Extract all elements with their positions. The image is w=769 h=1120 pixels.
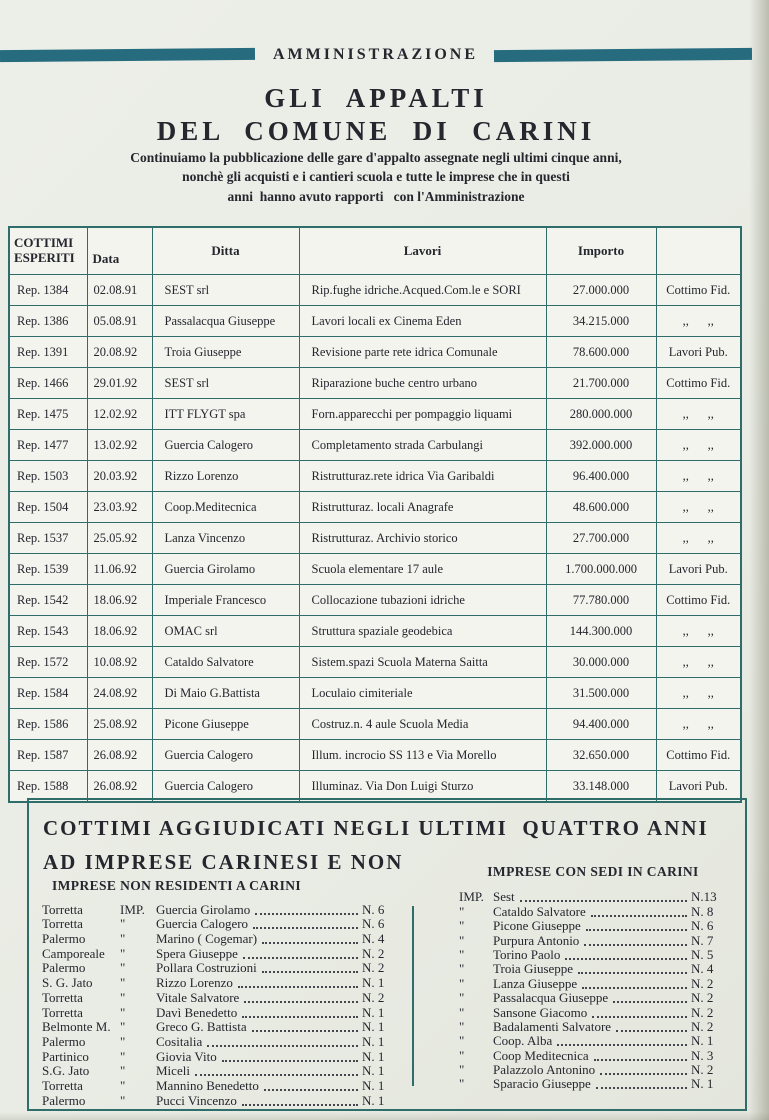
company-town: Torretta [42,1004,83,1020]
company-name: Mannino Benedetto [156,1077,259,1093]
company-town: Torretta [42,916,83,932]
company-town: Palermo [42,960,86,976]
company-name: Rizzo Lorenzo [156,975,233,991]
cell-company: Troia Giuseppe [152,337,299,368]
cell-amount: 96.400.000 [546,461,656,492]
cell-amount: 34.215.000 [546,306,656,337]
company-town: Torretta [42,901,83,917]
cell-amount: 32.650.000 [546,740,656,771]
company-name: Coop. Alba [493,1033,553,1049]
cell-rep-number: Rep. 1384 [9,275,87,306]
imp-ditto-mark: " [459,1004,465,1020]
cell-company: Rizzo Lorenzo [152,461,299,492]
scan-bottom-shadow [0,1112,769,1120]
leader-dots [565,958,687,960]
table-row [9,647,741,678]
leader-dots [244,1001,358,1003]
company-name: Miceli [156,1063,190,1079]
company-name: Giovia Vito [156,1048,217,1064]
leader-dots [207,1045,358,1047]
teal-rule-left [0,48,255,62]
cell-rep-number: Rep. 1466 [9,368,87,399]
leader-dots [262,971,358,973]
cell-company: Cataldo Salvatore [152,647,299,678]
imp-ditto-mark: " [459,1062,465,1078]
imp-ditto-mark: " [459,903,465,919]
cell-contract-type: Lavori Pub. [656,554,741,585]
cell-company: Picone Giuseppe [152,709,299,740]
cell-works: Illum. incrocio SS 113 e Via Morello [299,740,546,771]
leader-dots [600,1073,687,1075]
leader-dots [591,915,687,917]
carini-items [457,891,729,1092]
cell-rep-number: Rep. 1588 [9,771,87,803]
company-name: Guercia Calogero [156,916,249,932]
company-name: Davì Benedetto [156,1004,238,1020]
cell-amount: 30.000.000 [546,647,656,678]
cell-company: Guercia Calogero [152,740,299,771]
cell-date: 26.08.92 [87,740,152,771]
company-town: S. G. Jato [42,975,93,991]
contract-count: N. 1 [362,1048,385,1064]
intro-line3: anni hanno avuto rapporti con l'Amministrazione [227,188,525,204]
carini-companies-list [457,864,729,1092]
cell-company: OMAC srl [152,616,299,647]
contract-count: N. 1 [362,1033,385,1049]
company-town: Palermo [42,931,86,947]
cell-amount: 78.600.000 [546,337,656,368]
contract-count: N. 6 [362,901,385,917]
cell-works: Completamento strada Carbulangi [299,430,546,461]
cell-contract-type: ,, ,, [656,306,741,337]
table-row [9,461,741,492]
cell-amount: 33.148.000 [546,771,656,803]
cell-contract-type: ,, ,, [656,616,741,647]
imp-ditto-mark: " [459,932,465,948]
company-name: Sest [493,889,515,905]
contract-count: N. 6 [691,918,714,934]
table-row [9,368,741,399]
cell-amount: 392.000.000 [546,430,656,461]
cell-company: Coop.Meditecnica [152,492,299,523]
awards-title-line1: COTTIMI AGGIUDICATI NEGLI ULTIMI QUATTRO ANNI [43,816,709,840]
table-row [9,275,741,306]
intro-paragraph [0,150,752,208]
cell-amount: 27.700.000 [546,523,656,554]
imp-ditto-mark: " [120,1004,126,1020]
imp-ditto-mark: " [120,1092,126,1108]
imp-ditto-mark: " [120,1048,126,1064]
cell-rep-number: Rep. 1386 [9,306,87,337]
company-name: Torino Paolo [493,946,561,962]
company-name: Troia Giuseppe [493,961,574,977]
leader-dots [252,1030,358,1032]
awards-box [27,798,747,1111]
cell-company: SEST srl [152,275,299,306]
table-row [9,740,741,771]
cell-rep-number: Rep. 1391 [9,337,87,368]
cell-contract-type: ,, ,, [656,678,741,709]
cell-contract-type: ,, ,, [656,523,741,554]
company-name: Cositalia [156,1033,203,1049]
cell-rep-number: Rep. 1587 [9,740,87,771]
cell-rep-number: Rep. 1543 [9,616,87,647]
contract-count: N. 8 [691,903,714,919]
cell-rep-number: Rep. 1572 [9,647,87,678]
table-row [9,399,741,430]
company-town: Partinico [42,1048,89,1064]
col-header-cottimi-esperiti [9,227,87,275]
contract-count: N. 5 [691,946,714,962]
cell-company: Guercia Calogero [152,430,299,461]
company-town: Torretta [42,989,83,1005]
imp-ditto-mark: " [120,1019,126,1035]
cell-date: 20.03.92 [87,461,152,492]
contracts-table-body [9,275,741,803]
carini-heading: IMPRESE CON SEDI IN CARINI [487,864,699,879]
imp-ditto-mark: " [120,1033,126,1049]
company-name: Pollara Costruzioni [156,960,257,976]
cell-rep-number: Rep. 1475 [9,399,87,430]
leader-dots [242,1104,358,1106]
list-item [42,1094,400,1109]
company-town: Belmonte M. [42,1019,111,1035]
leader-dots [586,929,687,931]
contract-count: N. 6 [362,916,385,932]
contract-count: N. 2 [691,1018,714,1034]
contract-count: N. 1 [362,1019,385,1035]
cell-works: Revisione parte rete idrica Comunale [299,337,546,368]
leader-dots [253,927,358,929]
company-name: Passalacqua Giuseppe [493,990,609,1006]
leader-dots [195,1074,358,1076]
cell-amount: 280.000.000 [546,399,656,430]
leader-dots [222,1060,358,1062]
imp-ditto-mark: " [120,931,126,947]
non-resident-heading: IMPRESE NON RESIDENTI A CARINI [52,878,302,893]
cell-rep-number: Rep. 1586 [9,709,87,740]
company-name: Coop Meditecnica [493,1047,589,1063]
contract-count: N. 2 [362,945,385,961]
section-label: AMMINISTRAZIONE [273,46,479,63]
imp-ditto-mark: " [459,1047,465,1063]
company-town: Camporeale [42,945,105,961]
col-header-cottimi: COTTIMI [14,235,74,251]
cell-works: Costruz.n. 4 aule Scuola Media [299,709,546,740]
company-name: Pucci Vincenzo [156,1092,237,1108]
cell-contract-type: ,, ,, [656,647,741,678]
contract-count: N. 2 [362,989,385,1005]
cell-works: Ristrutturaz. locali Anagrafe [299,492,546,523]
cell-company: Imperiale Francesco [152,585,299,616]
leader-dots [616,1030,687,1032]
contract-count: N. 1 [362,975,385,991]
cell-amount: 21.700.000 [546,368,656,399]
company-name: Greco G. Battista [156,1019,247,1035]
cell-date: 20.08.92 [87,337,152,368]
leader-dots [578,972,687,974]
contract-count: N. 1 [362,1077,385,1093]
table-row [9,492,741,523]
cell-date: 18.06.92 [87,585,152,616]
company-name: Picone Giuseppe [493,918,581,934]
col-header-data: Data [87,227,152,275]
cell-rep-number: Rep. 1584 [9,678,87,709]
imp-ditto-mark: " [120,945,126,961]
company-name: Cataldo Salvatore [493,903,586,919]
cell-rep-number: Rep. 1477 [9,430,87,461]
contract-count: N. 4 [691,961,714,977]
contract-count: N. 2 [362,960,385,976]
cell-works: Loculaio cimiteriale [299,678,546,709]
company-name: Marino ( Cogemar) [156,931,258,947]
teal-rule-right [494,48,752,62]
cell-company: Guercia Calogero [152,771,299,803]
contract-count: N. 2 [691,1004,714,1020]
cell-contract-type: Lavori Pub. [656,771,741,803]
contract-count: N. 1 [362,1063,385,1079]
cell-rep-number: Rep. 1539 [9,554,87,585]
cell-date: 05.08.91 [87,306,152,337]
company-name: Lanza Giuseppe [493,975,578,991]
cell-date: 12.02.92 [87,399,152,430]
cell-date: 25.05.92 [87,523,152,554]
company-name: Guercia Girolamo [156,901,251,917]
cell-date: 11.06.92 [87,554,152,585]
cell-date: 25.08.92 [87,709,152,740]
cell-date: 10.08.92 [87,647,152,678]
company-town: Torretta [42,1077,83,1093]
cell-contract-type: Cottimo Fid. [656,275,741,306]
cell-date: 29.01.92 [87,368,152,399]
cell-amount: 144.300.000 [546,616,656,647]
imp-ditto-mark: " [120,960,126,976]
cell-rep-number: Rep. 1537 [9,523,87,554]
contract-count: N. 1 [362,1004,385,1020]
cell-date: 24.08.92 [87,678,152,709]
cell-contract-type: ,, ,, [656,709,741,740]
cell-amount: 77.780.000 [546,585,656,616]
contract-count: N. 2 [691,990,714,1006]
cell-amount: 94.400.000 [546,709,656,740]
cell-company: Guercia Girolamo [152,554,299,585]
cell-works: Sistem.spazi Scuola Materna Saitta [299,647,546,678]
column-divider [412,906,414,1086]
imp-ditto-mark: " [459,990,465,1006]
section-header [0,46,752,64]
imp-ditto-mark: " [459,1018,465,1034]
contract-count: N. 2 [691,975,714,991]
company-name: Vitale Salvatore [156,989,240,1005]
company-town: Palermo [42,1033,86,1049]
non-resident-companies-list [42,878,400,1109]
cell-amount: 48.600.000 [546,492,656,523]
imp-ditto-mark: IMP. [120,901,145,917]
cell-company: ITT FLYGT spa [152,399,299,430]
table-row [9,585,741,616]
imp-ditto-mark: " [120,1077,126,1093]
table-row [9,523,741,554]
leader-dots [520,900,687,902]
list-item [457,1078,729,1092]
cell-contract-type: Lavori Pub. [656,337,741,368]
cell-contract-type: Cottimo Fid. [656,585,741,616]
company-town: Palermo [42,1092,86,1108]
company-name: Badalamenti Salvatore [493,1018,612,1034]
cell-company: Di Maio G.Battista [152,678,299,709]
leader-dots [264,1089,358,1091]
leader-dots [243,957,358,959]
col-header-lavori: Lavori [299,227,546,275]
contract-count: N. 3 [691,1047,714,1063]
cell-date: 02.08.91 [87,275,152,306]
article-title [0,82,752,148]
cell-rep-number: Rep. 1503 [9,461,87,492]
cell-works: Illuminaz. Via Don Luigi Sturzo [299,771,546,803]
col-header-importo: Importo [546,227,656,275]
table-row [9,616,741,647]
cell-works: Scuola elementare 17 aule [299,554,546,585]
imp-ditto-mark: " [120,916,126,932]
table-row [9,430,741,461]
awards-title-line2: AD IMPRESE CARINESI E NON [43,849,404,874]
imp-ditto-mark: " [459,975,465,991]
cell-works: Ristrutturaz.rete idrica Via Garibaldi [299,461,546,492]
imp-ditto-mark: " [459,961,465,977]
contract-count: N. 2 [691,1062,714,1078]
contract-count: N. 1 [362,1092,385,1108]
cell-contract-type: ,, ,, [656,461,741,492]
imp-ditto-mark: " [459,918,465,934]
cell-amount: 27.000.000 [546,275,656,306]
cell-company: SEST srl [152,368,299,399]
article-title-line2: DEL COMUNE DI CARINI [156,115,596,146]
leader-dots [262,942,358,944]
cell-date: 18.06.92 [87,616,152,647]
contracts-table [8,226,742,803]
leader-dots [613,1001,687,1003]
company-name: Spera Giuseppe [156,945,238,961]
cell-date: 26.08.92 [87,771,152,803]
cell-works: Lavori locali ex Cinema Eden [299,306,546,337]
table-row [9,678,741,709]
cell-works: Rip.fughe idriche.Acqued.Com.le e SORI [299,275,546,306]
cell-amount: 1.700.000.000 [546,554,656,585]
cell-works: Ristrutturaz. Archivio storico [299,523,546,554]
col-header-esperiti: ESPERITI [14,250,75,265]
company-town: S.G. Jato [42,1063,90,1079]
cell-company: Passalacqua Giuseppe [152,306,299,337]
intro-line2: nonchè gli acquisti e i cantieri scuola e tutte le imprese che in questi [182,169,570,185]
cell-rep-number: Rep. 1542 [9,585,87,616]
cell-works: Forn.apparecchi per pompaggio liquami [299,399,546,430]
cell-contract-type: ,, ,, [656,430,741,461]
col-header-tipo-blank [656,227,741,275]
imp-ditto-mark: " [120,989,126,1005]
non-resident-items [42,903,400,1109]
leader-dots [557,1044,687,1046]
contract-count: N. 4 [362,931,385,947]
leader-dots [592,1016,687,1018]
leader-dots [255,913,358,915]
imp-ditto-mark: " [120,975,126,991]
cell-contract-type: Cottimo Fid. [656,740,741,771]
contract-count: N. 1 [691,1033,714,1049]
leader-dots [584,944,687,946]
table-row [9,709,741,740]
cell-rep-number: Rep. 1504 [9,492,87,523]
cell-works: Collocazione tubazioni idriche [299,585,546,616]
company-name: Palazzolo Antonino [493,1062,596,1078]
article-title-line1: GLI APPALTI [264,83,488,113]
col-header-ditta: Ditta [152,227,299,275]
cell-date: 23.03.92 [87,492,152,523]
cell-contract-type: Cottimo Fid. [656,368,741,399]
table-header-row [9,227,741,275]
cell-contract-type: ,, ,, [656,399,741,430]
table-row [9,306,741,337]
cell-works: Riparazione buche centro urbano [299,368,546,399]
table-row [9,337,741,368]
cell-date: 13.02.92 [87,430,152,461]
company-name: Purpura Antonio [493,932,580,948]
scan-edge-shadow [749,0,769,1120]
contract-count: N. 1 [691,1076,714,1092]
imp-ditto-mark: IMP. [459,889,484,905]
leader-dots [582,987,687,989]
contract-count: N. 7 [691,932,714,948]
imp-ditto-mark: " [459,946,465,962]
intro-line1: Continuiamo la pubblicazione delle gare d'appalto assegnate negli ultimi cinque anni, [130,150,622,165]
company-name: Sansone Giacomo [493,1004,588,1020]
cell-amount: 31.500.000 [546,678,656,709]
imp-ditto-mark: " [459,1033,465,1049]
leader-dots [242,1016,358,1018]
contract-count: N.13 [691,889,717,905]
cell-works: Struttura spaziale geodebica [299,616,546,647]
table-row [9,554,741,585]
cell-contract-type: ,, ,, [656,492,741,523]
imp-ditto-mark: " [459,1076,465,1092]
leader-dots [238,986,358,988]
leader-dots [594,1059,687,1061]
cell-company: Lanza Vincenzo [152,523,299,554]
imp-ditto-mark: " [120,1063,126,1079]
company-name: Sparacio Giuseppe [493,1076,591,1092]
leader-dots [596,1087,687,1089]
